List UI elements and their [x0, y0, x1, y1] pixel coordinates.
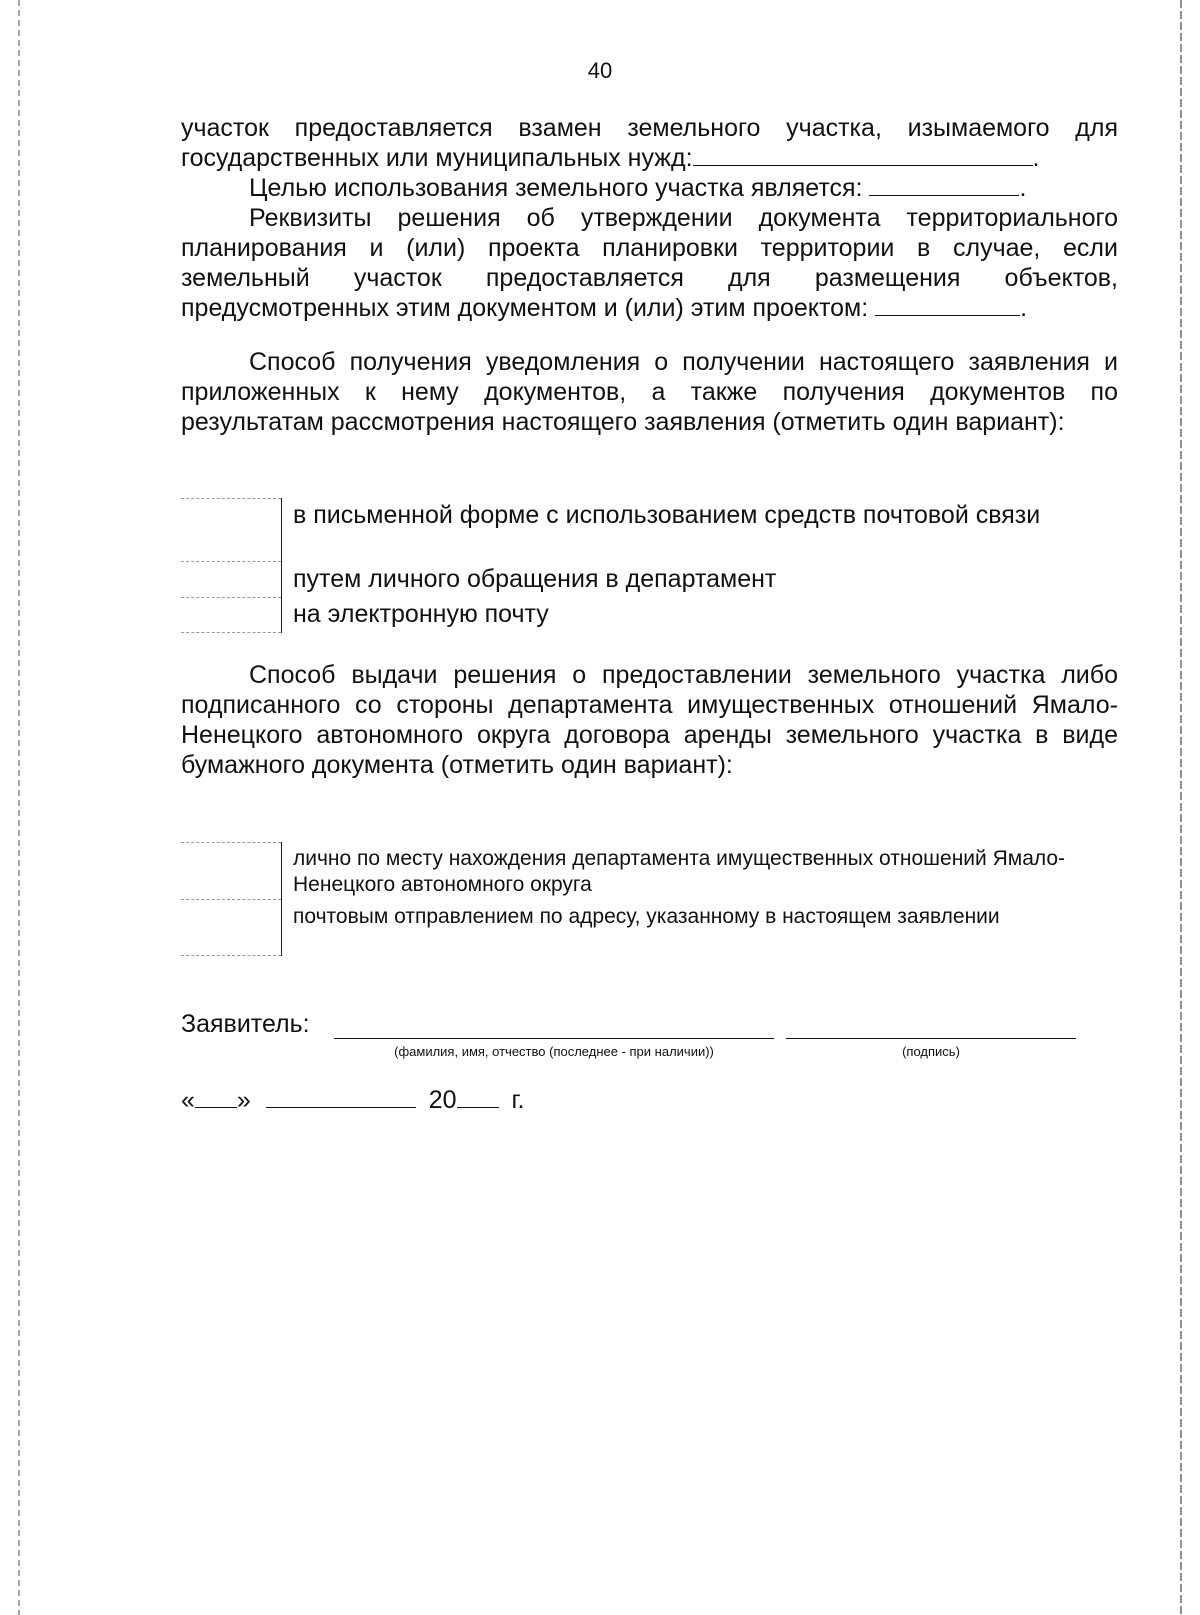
page-number: 40: [587, 58, 613, 83]
requisites-paragraph: [181, 203, 1118, 323]
signature-caption: (подпись): [902, 1044, 960, 1059]
purpose-blank-field[interactable]: [869, 173, 1019, 196]
date-year-field[interactable]: [457, 1085, 499, 1108]
notification-section: [181, 347, 1118, 437]
decision-checkbox-personal[interactable]: [181, 842, 281, 900]
notification-option-post: в письменной форме с использованием средств почтовой связи: [293, 501, 1041, 529]
decision-option-post: почтовым отправлением по адресу, указанному в настоящем заявлении: [293, 905, 1000, 928]
scan-right-edge: [1180, 0, 1182, 1615]
notification-checkbox-post[interactable]: [181, 498, 281, 562]
notification-options: [181, 498, 1118, 633]
date-row: [181, 1085, 525, 1115]
intro-paragraph: [181, 113, 1118, 173]
date-month-field[interactable]: [266, 1085, 416, 1108]
date-day-field[interactable]: [195, 1085, 237, 1108]
date-close-quote: »: [236, 1086, 251, 1114]
name-caption: (фамилия, имя, отчество (последнее - при наличии)): [394, 1044, 714, 1059]
applicant-name-field[interactable]: [334, 1038, 774, 1039]
intro-section: [181, 113, 1118, 323]
decision-options: [181, 842, 1118, 956]
decision-section: [181, 660, 1118, 780]
date-year-prefix: 20: [428, 1086, 457, 1114]
scan-left-edge: [18, 0, 20, 1615]
applicant-signature-field[interactable]: [786, 1038, 1076, 1039]
decision-checkbox-post[interactable]: [181, 899, 281, 956]
requisites-end: .: [1020, 294, 1028, 322]
decision-option-personal: лично по месту нахождения департамента имущественных отношений Ямало-Ненецкого автономного округа: [293, 847, 1066, 896]
notification-checkbox-email[interactable]: [181, 598, 281, 633]
notification-heading: Способ получения уведомления о получении настоящего заявления и приложенных к нему документов, а также получения документов по результатам рассмотрения настоящего заявления (отметить один вариант):: [181, 348, 1118, 436]
requisites-text: Реквизиты решения об утверждении документа территориального планирования и (или) проекта планировки территории в случае, если земельный участок предоставляется для размещения объектов, предусмотренных этим документом и (или) этим проектом:: [181, 204, 1118, 322]
applicant-signature-block: [181, 1010, 1118, 1070]
applicant-label: Заявитель:: [181, 1010, 310, 1038]
requisites-blank-field[interactable]: [875, 293, 1020, 316]
needs-blank-field[interactable]: [693, 143, 1033, 166]
notification-option-email: на электронную почту: [293, 600, 549, 628]
intro-end: .: [1032, 144, 1040, 172]
decision-heading: Способ выдачи решения о предоставлении земельного участка либо подписанного со стороны департамента имущественных отношений Ямало-Ненецкого автономного округа договора аренды земельного участка в виде бумажного документа (отметить один вариант):: [181, 661, 1118, 779]
intro-text: участок предоставляется взамен земельного участка, изымаемого для государственных или муниципальных нужд:: [181, 114, 1118, 172]
purpose-paragraph: [181, 173, 1118, 203]
date-open-quote: «: [181, 1086, 195, 1114]
notification-option-personal: путем личного обращения в департамент: [293, 565, 777, 593]
date-year-suffix: г.: [511, 1086, 525, 1114]
purpose-text: Целью использования земельного участка является:: [249, 174, 863, 202]
purpose-end: .: [1019, 174, 1027, 202]
notification-checkbox-personal[interactable]: [181, 561, 281, 598]
